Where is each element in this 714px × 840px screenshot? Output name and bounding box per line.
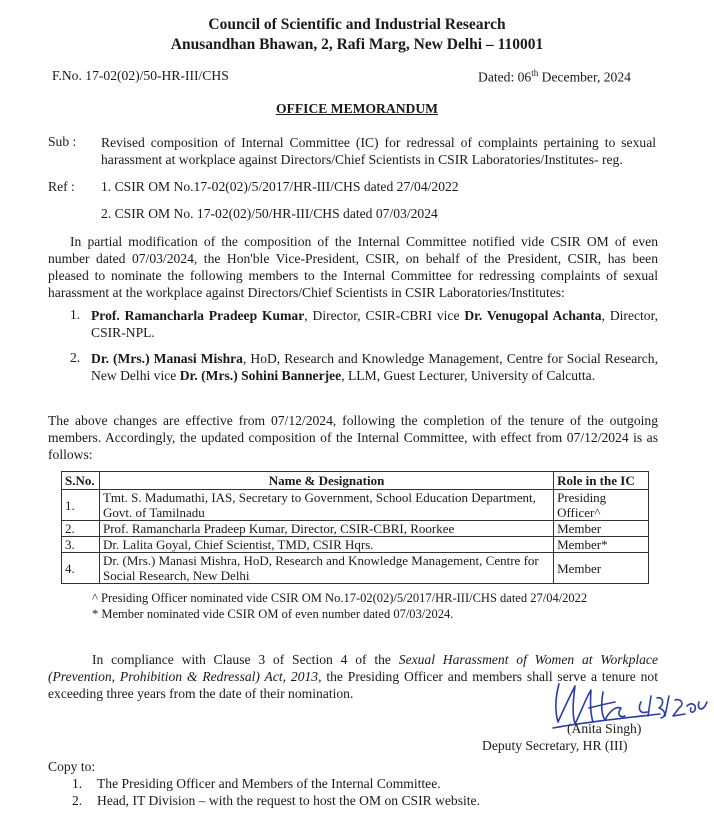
row-sno: 2.: [62, 521, 100, 537]
table-header-row: [62, 472, 649, 490]
column-header-sno: S.No.: [62, 472, 100, 490]
reference-item-2: 2. CSIR OM No. 17-02(02)/50/HR-III/CHS dated 07/03/2024: [101, 206, 438, 221]
table-row: [62, 537, 649, 553]
compliance-paragraph: In compliance with Clause 3 of Section 4 of the Sexual Harassment of Women at Workplace (Prevention, Prohibition & Redressal) Act, 2013, the Presiding Officer and members shall serve a tenure not exceeding three years from the date of their nomination.: [48, 652, 659, 701]
nomination-number: 1.: [70, 307, 81, 322]
committee-table: [61, 471, 649, 584]
row-sno: 4.: [62, 553, 100, 584]
nomination-item-1: Prof. Ramancharla Pradeep Kumar, Director, CSIR-CBRI vice Dr. Venugopal Achanta, Director, CSIR-NPL.: [91, 308, 658, 340]
reference-item-1: 1. CSIR OM No.17-02(02)/5/2017/HR-III/CHS dated 27/04/2022: [101, 179, 459, 194]
subject-label: Sub :: [48, 134, 77, 149]
copy-to-item-1: The Presiding Officer and Members of the Internal Committee.: [97, 776, 441, 791]
table-row: [62, 521, 649, 537]
table-row: [62, 553, 649, 584]
table-row: [62, 490, 649, 521]
row-sno: 1.: [62, 490, 100, 521]
row-role: Member: [554, 521, 649, 537]
row-role: Member: [554, 553, 649, 584]
intro-paragraph: In partial modification of the composition of the Internal Committee notified vide CSIR OM of even number dated 07/03/2024, the Hon'ble Vice-President, CSIR, on behalf of the President, CSIR, has been pleased to nominate the following members to the Internal Committee for redressing complaints of sexual harassment at the workplace against Directors/Chief Scientists in CSIR Laboratories/Institutes:: [48, 234, 658, 300]
row-role: Member*: [554, 537, 649, 553]
column-header-name: Name & Designation: [99, 472, 553, 490]
row-name: Tmt. S. Madumathi, IAS, Secretary to Government, School Education Department, Govt. of Tamilnadu: [99, 490, 553, 521]
copy-to-number: 2.: [72, 793, 83, 808]
row-role: Presiding Officer^: [554, 490, 649, 521]
subject-text: Revised composition of Internal Committee (IC) for redressal of complaints pertaining to sexual harassment at workplace against Directors/Chief Scientists in CSIR Laboratories/Institutes- reg.: [101, 135, 656, 167]
signatory-name: (Anita Singh): [567, 721, 642, 736]
nomination-item-2: Dr. (Mrs.) Manasi Mishra, HoD, Research and Knowledge Management, Centre for Social Research, New Delhi vice Dr. (Mrs.) Sohini Bannerjee, LLM, Guest Lecturer, University of Calcutta.: [91, 351, 658, 383]
table-footnote: * Member nominated vide CSIR OM of even number dated 07/03/2024.: [92, 607, 454, 621]
memo-date: Dated: 06th December, 2024: [478, 68, 631, 85]
copy-to-item-2: Head, IT Division – with the request to host the OM on CSIR website.: [97, 793, 480, 808]
row-name: Dr. (Mrs.) Manasi Mishra, HoD, Research and Knowledge Management, Centre for Social Research, New Delhi: [99, 553, 553, 584]
page-title: OFFICE MEMORANDUM: [276, 101, 438, 116]
nomination-number: 2.: [70, 350, 81, 365]
copy-to-label: Copy to:: [48, 759, 96, 774]
org-name: Council of Scientific and Industrial Research: [208, 16, 506, 33]
row-name: Dr. Lalita Goyal, Chief Scientist, TMD, CSIR Hqrs.: [99, 537, 553, 553]
file-number: F.No. 17-02(02)/50-HR-III/CHS: [52, 68, 229, 83]
reference-label: Ref :: [48, 179, 75, 194]
signatory-designation: Deputy Secretary, HR (III): [482, 738, 628, 753]
row-sno: 3.: [62, 537, 100, 553]
row-name: Prof. Ramancharla Pradeep Kumar, Director, CSIR-CBRI, Roorkee: [99, 521, 553, 537]
org-address: Anusandhan Bhawan, 2, Rafi Marg, New Delhi – 110001: [170, 36, 544, 53]
effective-paragraph: The above changes are effective from 07/12/2024, following the completion of the tenure of the outgoing members. Accordingly, the updated composition of the Internal Committee, with effect from 07/12/2024 is as follows:: [48, 413, 658, 462]
copy-to-number: 1.: [72, 776, 83, 791]
column-header-role: Role in the IC: [554, 472, 649, 490]
table-footnote: ^ Presiding Officer nominated vide CSIR OM No.17-02(02)/5/2017/HR-III/CHS dated 27/04/2022: [92, 591, 588, 605]
